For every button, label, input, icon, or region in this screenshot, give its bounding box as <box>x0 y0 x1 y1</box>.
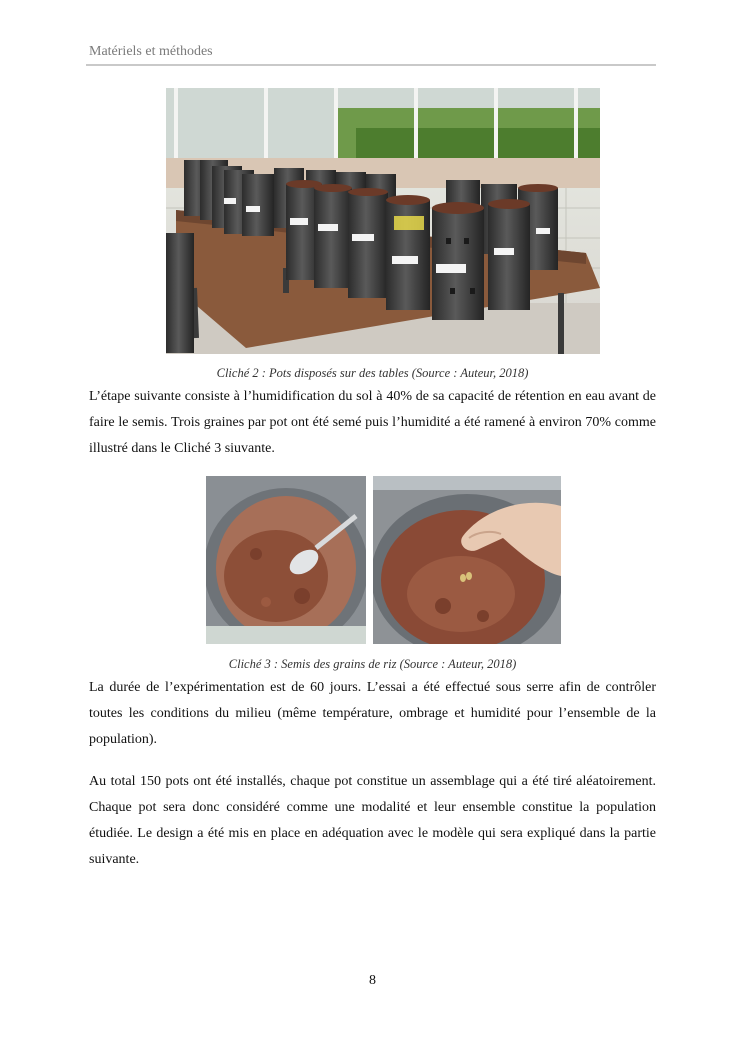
page-number: 8 <box>369 973 376 988</box>
running-header: Matériels et méthodes <box>89 44 213 59</box>
figure-caption: Cliché 3 : Semis des grains de riz (Source : Auteur, 2018) <box>228 657 517 671</box>
paragraph: Au total 150 pots ont été installés, chaque pot constitue un assemblage qui a été tiré aléatoirement. Chaque pot sera donc considéré comme une modalité et leur ensemble constitue la population étudiée. Le design a été mis en place en adéquation avec le modèle qui sera expliqué dans la partie suivante. <box>89 774 656 867</box>
photo-sowing-spoon <box>206 476 366 644</box>
paragraph: La durée de l’expérimentation est de 60 jours. L’essai a été effectué sous serre afin de contrôler toutes les conditions du milieu (même température, ombrage et humidité pour l’ensemble de la population). <box>89 680 656 747</box>
paragraph: L’étape suivante consiste à l’humidification du sol à 40% de sa capacité de rétention en eau avant de faire le semis. Trois graines par pot ont été semé puis l’humidité a été ramené à environ 70% comme illustré dans le Cliché 3 siuvante. <box>89 389 656 456</box>
photo-pots-on-table <box>166 88 600 354</box>
header-rule <box>86 64 656 66</box>
figure-caption: Cliché 2 : Pots disposés sur des tables (Source : Auteur, 2018) <box>216 366 529 380</box>
photo-sowing-hand <box>373 476 561 644</box>
